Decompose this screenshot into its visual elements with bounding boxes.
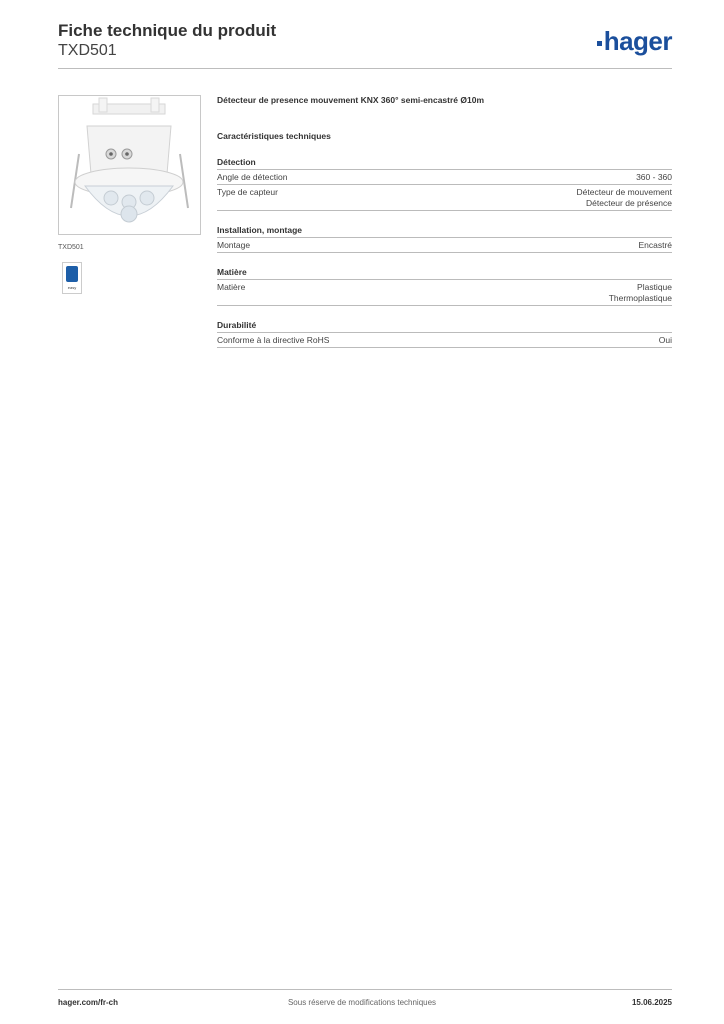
group-title: Détection — [217, 157, 672, 170]
logo-text: hager — [603, 26, 672, 56]
value-line: Encastré — [638, 240, 672, 250]
characteristic-group — [217, 267, 672, 306]
characteristic-value — [636, 172, 672, 183]
characteristic-group — [217, 225, 672, 253]
characteristic-value — [609, 282, 672, 304]
characteristic-label: Type de capteur — [217, 187, 278, 197]
characteristic-value — [577, 187, 672, 209]
product-reference: TXD501 — [58, 42, 117, 59]
characteristic-row — [217, 170, 672, 185]
image-caption: TXD501 — [58, 244, 84, 251]
hager-logo — [597, 26, 672, 57]
characteristic-value — [659, 335, 672, 346]
header-divider — [58, 68, 672, 69]
footer-date: 15.06.2025 — [631, 998, 672, 1007]
characteristics-groups — [217, 157, 672, 348]
value-line: Plastique — [637, 282, 672, 292]
footer-disclaimer: Sous réserve de modifications techniques — [287, 998, 437, 1007]
characteristic-group — [217, 320, 672, 348]
characteristics-title: Caractéristiques techniques — [217, 131, 331, 141]
characteristic-value — [638, 240, 672, 251]
presence-detector-illustration — [59, 96, 200, 234]
value-line: Thermoplastique — [608, 293, 672, 303]
characteristic-label: Conforme à la directive RoHS — [217, 335, 330, 345]
product-image — [58, 95, 201, 235]
page-title: Fiche technique du produit — [58, 21, 277, 40]
characteristic-row — [217, 185, 672, 211]
footer-website[interactable]: hager.com/fr-ch — [58, 998, 119, 1007]
value-line: Oui — [658, 335, 672, 345]
characteristic-label: Matière — [217, 282, 246, 292]
characteristic-group — [217, 157, 672, 211]
logo-dot-icon — [597, 41, 602, 46]
group-title: Installation, montage — [217, 225, 672, 238]
characteristic-row — [217, 280, 672, 306]
badge-label: easy — [67, 285, 77, 290]
group-title: Durabilité — [217, 320, 672, 333]
value-line: Détecteur de mouvement — [576, 187, 672, 197]
product-description: Détecteur de presence mouvement KNX 360° semi-encastré Ø10m — [217, 95, 485, 105]
value-line: 360 - 360 — [636, 172, 672, 182]
document-header — [58, 21, 276, 60]
group-title: Matière — [217, 267, 672, 280]
characteristic-row — [217, 333, 672, 348]
characteristic-label: Montage — [217, 240, 251, 250]
easy-logo-icon — [66, 266, 78, 282]
product-details — [217, 95, 672, 348]
characteristic-row — [217, 238, 672, 253]
characteristic-label: Angle de détection — [217, 172, 288, 182]
easy-badge — [62, 262, 82, 294]
footer-divider — [58, 989, 672, 990]
value-line: Détecteur de présence — [586, 198, 672, 208]
